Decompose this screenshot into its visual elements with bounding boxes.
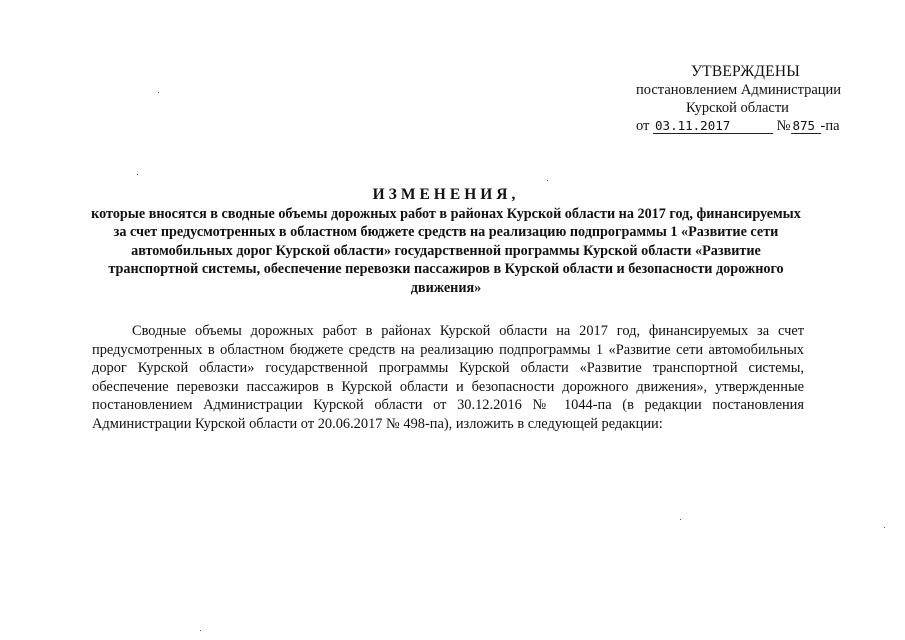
- scan-speck: [884, 527, 885, 528]
- number-suffix: -па: [820, 118, 840, 134]
- approval-issuer-line: постановлением Администрации: [636, 82, 842, 98]
- heading-title: ИЗМЕНЕНИЯ,: [372, 186, 520, 203]
- approval-region-line: Курской области: [686, 100, 789, 116]
- scan-speck: [158, 92, 159, 93]
- approval-number: 875: [791, 118, 821, 134]
- approval-date: 03.11.2017: [653, 118, 773, 134]
- heading-subtitle: которые вносятся в сводные объемы дорожных работ в районах Курской области на 2017 год, финансируемых за счет предусмотренных в областном бюджете средств на реализацию подпрограммы 1 «Развитие сети автомобильных дорог Курской области» государственной программы Курской области «Развитие транспортной системы, обеспечение перевозки пассажиров в Курской области и безопасности дорожного движения»: [91, 205, 801, 296]
- approval-title: УТВЕРЖДЕНЫ: [691, 63, 800, 80]
- approval-block: [0, 63, 905, 143]
- body-paragraph: Сводные объемы дорожных работ в районах Курской области на 2017 год, финансируемых за счет предусмотренных в областном бюджете средств на реализацию подпрограммы 1 «Развитие сети автомобильных дорог Курской области» государственной программы Курской области «Развитие транспортной системы, обеспечение перевозки пассажиров в Курской области и безопасности дорожного движения», утвержденные постановлением Администрации Курской области от 30.12.2016 № 1044-па (в редакции постановления Администрации Курской области от 20.06.2017 № 498-па), изложить в следующей редакции:: [92, 323, 804, 432]
- number-prefix: №: [776, 118, 791, 134]
- scan-speck: [547, 180, 548, 181]
- document-heading: [90, 186, 802, 298]
- scan-speck: [680, 519, 681, 520]
- scan-speck: [200, 630, 201, 631]
- approval-date-number-line: [636, 118, 840, 135]
- scan-speck: [137, 174, 138, 175]
- date-prefix: от: [636, 118, 650, 134]
